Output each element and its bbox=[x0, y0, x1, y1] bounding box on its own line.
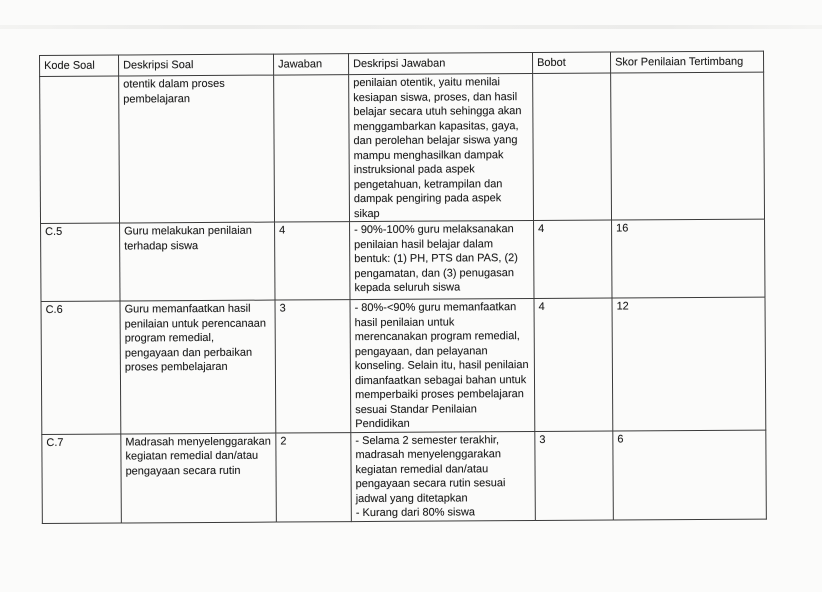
cell-skor: 6 bbox=[613, 430, 767, 520]
cell-deskripsi-soal: otentik dalam proses pembelajaran bbox=[119, 75, 275, 223]
cell-jawaban: 4 bbox=[275, 222, 350, 300]
table-row-c6 bbox=[41, 297, 766, 434]
cell-kode-soal: C.6 bbox=[41, 301, 121, 434]
cell-bobot: 4 bbox=[534, 298, 613, 431]
col-header-bobot: Bobot bbox=[532, 52, 610, 73]
cell-bobot: 4 bbox=[534, 220, 612, 298]
col-header-skor-penilaian-tertimbang: Skor Penilaian Tertimbang bbox=[610, 51, 763, 73]
table-row-c5 bbox=[41, 219, 765, 301]
col-header-kode-soal: Kode Soal bbox=[40, 55, 119, 76]
cell-jawaban: 2 bbox=[276, 432, 352, 521]
cell-bobot bbox=[533, 73, 612, 220]
cell-deskripsi-soal: Guru melakukan penilaian terhadap siswa bbox=[120, 222, 275, 301]
table-row-continuation bbox=[40, 72, 765, 223]
cell-kode-soal: C.5 bbox=[41, 223, 120, 301]
col-header-deskripsi-soal: Deskripsi Soal bbox=[119, 54, 274, 76]
cell-jawaban: 3 bbox=[275, 300, 351, 433]
cell-skor: 12 bbox=[612, 297, 766, 430]
cell-deskripsi-soal: Guru memanfaatkan hasil penilaian untuk perencanaan program remedial, pengayaan dan perbaikan proses pembelajaran bbox=[120, 300, 276, 433]
document-table-container bbox=[39, 51, 767, 524]
cell-bobot: 3 bbox=[535, 431, 614, 520]
cell-kode-soal: C.7 bbox=[42, 434, 122, 523]
col-header-jawaban: Jawaban bbox=[273, 54, 348, 75]
cell-jawaban bbox=[274, 75, 350, 222]
cell-deskripsi-jawaban: - Selama 2 semester terakhir, madrasah menyelenggarakan kegiatan remedial dan/atau pengayaan secara rutin sesuai jadwal yang ditetapkan - Kurang dari 80% siswa bbox=[351, 431, 536, 521]
cell-deskripsi-soal: Madrasah menyelenggarakan kegiatan remedial dan/atau pengayaan secara rutin bbox=[121, 433, 277, 523]
cell-skor: 16 bbox=[612, 219, 765, 298]
cell-skor bbox=[611, 72, 765, 220]
scan-artifact-line bbox=[0, 25, 822, 29]
cell-deskripsi-jawaban: penilaian otentik, yaitu menilai kesiapan siswa, proses, dan hasil belajar secara utuh sehingga akan menggambarkan kapasitas, gaya, dan perolehan belajar siswa yang mampu menghasilkan dampak instruksional pada aspek pengetahuan, ketrampilan dan dampak pengiring pada aspek sikap bbox=[349, 73, 534, 221]
cell-deskripsi-jawaban: - 80%-<90% guru memanfaatkan hasil penilaian untuk merencanakan program remedial, pengayaan, dan pelayanan konseling. Selain itu, hasil penilaian dimanfaatkan sebagai bahan untuk memperbaiki proses pembelajaran sesuai Standar Penilaian Pendidikan bbox=[350, 298, 535, 432]
table-row-c7 bbox=[42, 430, 767, 523]
col-header-deskripsi-jawaban: Deskripsi Jawaban bbox=[348, 52, 532, 74]
assessment-scoring-table bbox=[39, 51, 767, 524]
cell-kode-soal bbox=[40, 76, 120, 223]
cell-deskripsi-jawaban: - 90%-100% guru melaksanakan penilaian hasil belajar dalam bentuk: (1) PH, PTS dan PAS, (2) pengamatan, dan (3) penugasan kepada seluruh siswa bbox=[350, 220, 534, 299]
